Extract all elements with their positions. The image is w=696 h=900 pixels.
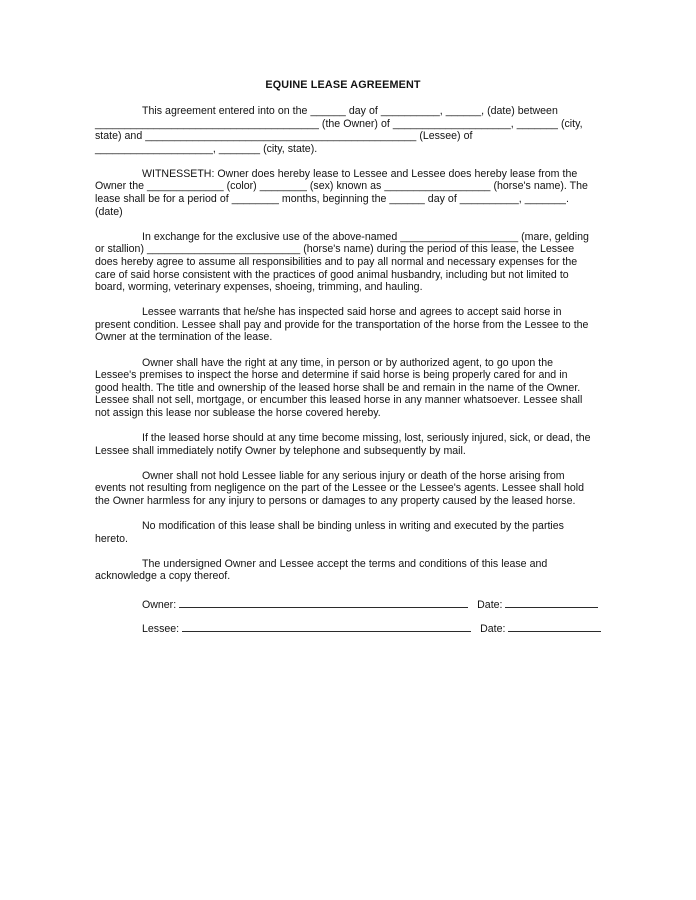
- lessee-signature-label: Lessee:: [142, 623, 180, 636]
- owner-date-label: Date:: [477, 598, 503, 611]
- paragraph-intro: This agreement entered into on the ______ day of __________, ______, (date) between ______________________________________ (the Owner) of ____________________, _______ (city, state) and ______________________________________________ (Lessee) of ____________________, _______ (city, state).: [95, 105, 583, 155]
- paragraph-notification: If the leased horse should at any time become missing, lost, seriously injured, sick, or dead, the Lessee shall immediately notify Owner by telephone and subsequently by mail.: [95, 431, 591, 457]
- paragraph-inspection-warranty: Lessee warrants that he/she has inspected said horse and agrees to accept said horse in present condition. Lessee shall pay and provide for the transportation of the horse from the Lessee to the Owner at the termination of the lease.: [95, 306, 589, 344]
- owner-signature-label: Owner:: [142, 598, 177, 611]
- paragraph-modification: No modification of this lease shall be binding unless in writing and executed by the parties hereto.: [95, 519, 564, 545]
- owner-signature-field[interactable]: [179, 598, 468, 608]
- document-body: [95, 78, 591, 647]
- paragraph-acceptance: The undersigned Owner and Lessee accept the terms and conditions of this lease and acknowledge a copy thereof.: [95, 557, 548, 583]
- page-title: EQUINE LEASE AGREEMENT: [265, 79, 421, 91]
- lessee-date-field[interactable]: [508, 622, 601, 632]
- owner-signature-row: [142, 598, 591, 612]
- lessee-date-label: Date:: [480, 623, 506, 636]
- lessee-signature-field[interactable]: [182, 622, 471, 632]
- paragraph-owner-inspection-rights: Owner shall have the right at any time, in person or by authorized agent, to go upon the Lessee's premises to inspect the horse and determine if said horse is being properly cared for and in good health. The title and ownership of the leased horse shall be and remain in the name of the Owner. Lessee shall not sell, mortgage, or encumber this leased horse in any manner whatsoever. Lessee shall not assign this lease nor sublease the horse covered hereby.: [95, 356, 583, 419]
- paragraph-liability: Owner shall not hold Lessee liable for any serious injury or death of the horse arising from events not resulting from negligence on the part of the Lessee or the Lessee's agents. Lessee shall hold the Owner harmless for any injury to persons or damages to any property caused by the leased horse.: [95, 469, 584, 507]
- signature-block: [95, 598, 591, 636]
- paragraph-witnesseth: WITNESSETH: Owner does hereby lease to Lessee and Lessee does hereby lease from the Owner the _____________ (color) ________ (sex) known as __________________ (horse's name). The lease shall be for a period of ________ months, beginning the ______ day of __________, _______. (date): [95, 167, 588, 218]
- owner-date-field[interactable]: [505, 598, 598, 608]
- paragraph-exchange-of-use: In exchange for the exclusive use of the above-named ____________________ (mare, gelding or stallion) __________________________ (horse's name) during the period of this lease, the Lessee does hereby agree to assume all responsibilities and to pay all normal and necessary expenses for the care of said horse consistent with the practices of good animal husbandry, including but not limited to board, worming, veterinary expenses, shoeing, trimming, and hauling.: [95, 230, 589, 294]
- lessee-signature-row: [142, 622, 591, 636]
